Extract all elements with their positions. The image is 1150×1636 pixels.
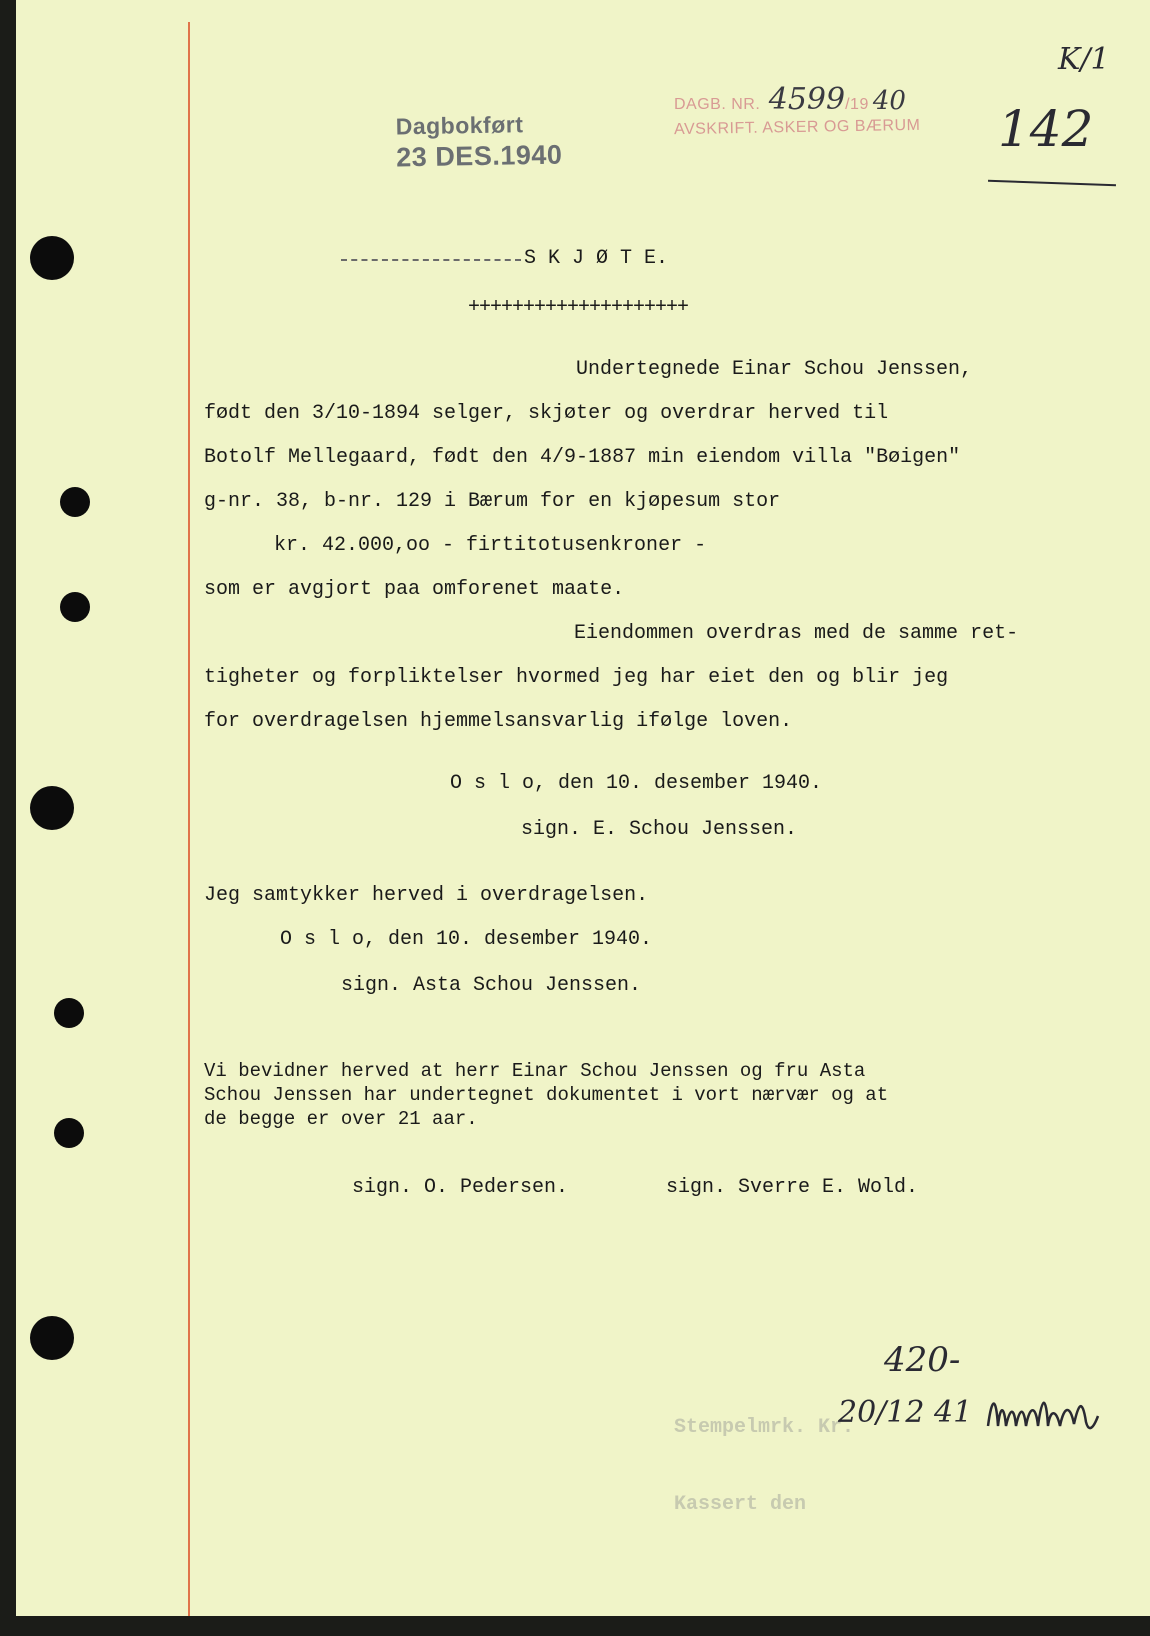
place-date-1: O s l o, den 10. desember 1940.	[450, 772, 823, 795]
para1-line: Undertegnede Einar Schou Jenssen,	[576, 358, 973, 381]
registry-prefix: DAGB. NR.	[674, 96, 761, 113]
punch-hole	[30, 236, 74, 280]
handwritten-signature	[984, 1386, 1104, 1446]
fee-amount: 420-	[884, 1340, 961, 1380]
registry-number: 4599	[768, 82, 846, 117]
registry-year: 40	[872, 86, 906, 116]
consent-text: Jeg samtykker herved i overdragelsen.	[204, 884, 649, 907]
punch-hole	[30, 1316, 74, 1360]
document-title: S K J Ø T E.	[524, 247, 669, 270]
para2-line: for overdragelsen hjemmelsansvarlig ifølge loven.	[204, 710, 793, 733]
para2-line: Eiendommen overdras med de samme ret-	[574, 622, 1019, 645]
punch-hole	[54, 1118, 84, 1148]
signature-stroke	[988, 1403, 1098, 1428]
place-date-2: O s l o, den 10. desember 1940.	[280, 928, 653, 951]
signature-2: sign. Asta Schou Jenssen.	[341, 974, 642, 997]
dagbok-stamp-date: 23 DES.1940	[395, 139, 563, 173]
fee-stamp-line2: Kassert den	[674, 1493, 807, 1516]
registry-year-prefix: /19	[845, 96, 869, 113]
witness-signature-1: sign. O. Pedersen.	[352, 1176, 569, 1199]
signature-1: sign. E. Schou Jenssen.	[521, 818, 798, 841]
para1-line: g-nr. 38, b-nr. 129 i Bærum for en kjøpesum stor	[204, 490, 781, 513]
fee-stamp-line1: Stempelmrk. Kr.	[674, 1416, 855, 1439]
registry-line2: AVSKRIFT. ASKER OG BÆRUM	[673, 116, 921, 139]
para1-line: som er avgjort paa omforenet maate.	[204, 578, 625, 601]
punch-hole	[60, 592, 90, 622]
punch-hole	[54, 998, 84, 1028]
para1-line: født den 3/10-1894 selger, skjøter og overdrar herved til	[204, 402, 889, 425]
witness-signature-2: sign. Sverre E. Wold.	[666, 1176, 919, 1199]
witness-line: de begge er over 21 aar.	[204, 1108, 478, 1130]
dagbok-stamp	[395, 111, 562, 174]
folio-number: 142	[998, 100, 1094, 158]
title-underline: ++++++++++++++++++++	[468, 296, 689, 319]
fee-date: 20/12 41	[838, 1395, 973, 1430]
witness-line: Schou Jenssen har undertegnet dokumentet i vort nærvær og at	[204, 1084, 889, 1106]
margin-line	[188, 22, 190, 1616]
punch-hole	[60, 487, 90, 517]
para1-line: Botolf Mellegaard, født den 4/9-1887 min eiendom villa "Bøigen"	[204, 446, 961, 469]
punch-hole	[30, 786, 74, 830]
para1-line: kr. 42.000,oo - firtitotusenkroner -	[274, 534, 707, 557]
document-page	[16, 0, 1150, 1616]
witness-line: Vi bevidner herved at herr Einar Schou Jenssen og fru Asta	[204, 1060, 866, 1082]
title-dash-line	[341, 259, 521, 261]
folio-underline	[988, 180, 1116, 186]
corner-fraction: K/1	[1058, 42, 1110, 77]
dagbok-stamp-line1: Dagbokført	[395, 111, 524, 140]
registry-stamp	[674, 82, 920, 137]
para2-line: tigheter og forpliktelser hvormed jeg har eiet den og blir jeg	[204, 666, 949, 689]
fee-stamp	[674, 1370, 854, 1570]
